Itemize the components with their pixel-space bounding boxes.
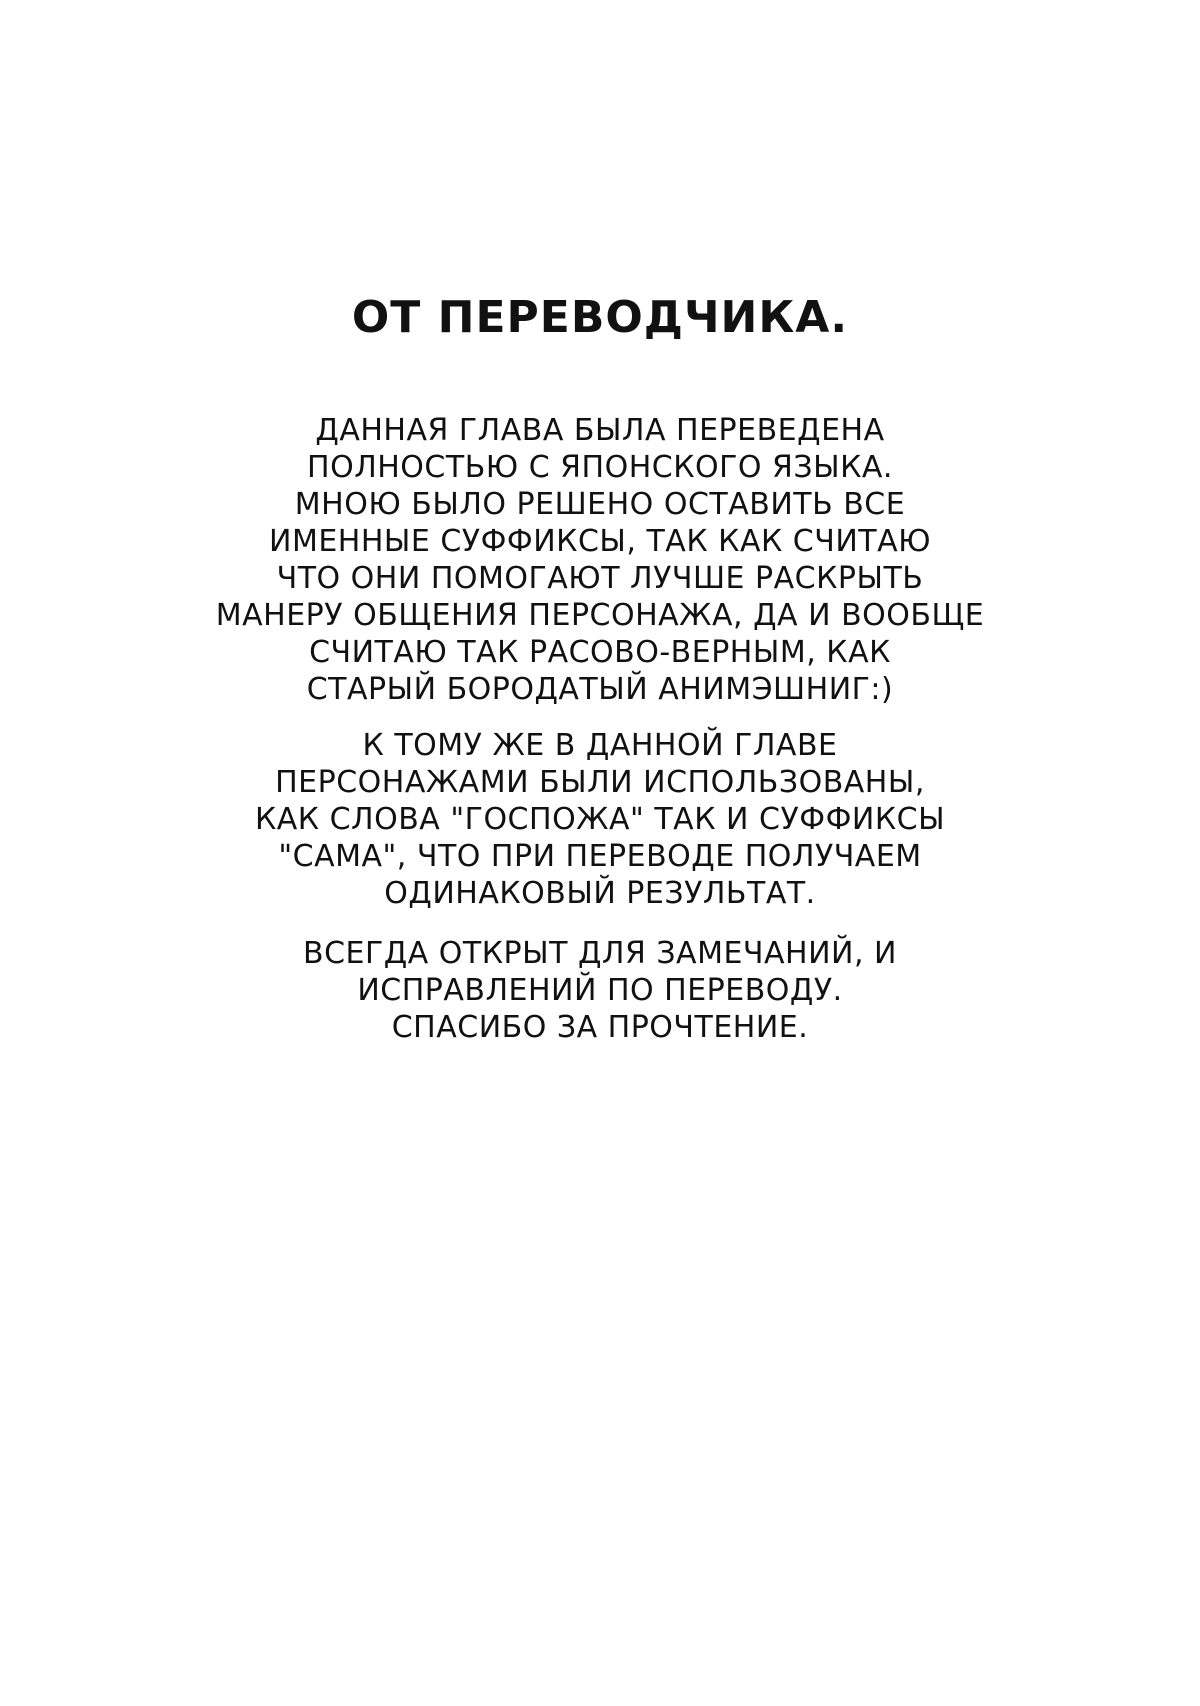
text-line: СПАСИБО ЗА ПРОЧТЕНИЕ. bbox=[391, 1010, 809, 1045]
text-line: ОДИНАКОВЫЙ РЕЗУЛЬТАТ. bbox=[384, 876, 816, 911]
paragraph-translation-note bbox=[0, 412, 1200, 708]
text-line: К ТОМУ ЖЕ В ДАННОЙ ГЛАВЕ bbox=[362, 728, 838, 763]
text-line: МАНЕРУ ОБЩЕНИЯ ПЕРСОНАЖА, ДА И ВООБЩЕ bbox=[215, 598, 985, 633]
text-line: ВСЕГДА ОТКРЫТ ДЛЯ ЗАМЕЧАНИЙ, И bbox=[303, 936, 897, 971]
text-line: ИМЕННЫЕ СУФФИКСЫ, ТАК КАК СЧИТАЮ bbox=[269, 524, 931, 559]
paragraph-closing-note bbox=[0, 935, 1200, 1046]
text-line: ПОЛНОСТЬЮ С ЯПОНСКОГО ЯЗЫКА. bbox=[307, 450, 893, 485]
text-line: ПЕРСОНАЖАМИ БЫЛИ ИСПОЛЬЗОВАНЫ, bbox=[275, 765, 925, 800]
text-line: ЧТО ОНИ ПОМОГАЮТ ЛУЧШЕ РАСКРЫТЬ bbox=[276, 561, 924, 596]
text-line: КАК СЛОВА "ГОСПОЖА" ТАК И СУФФИКСЫ bbox=[254, 802, 946, 837]
paragraph-honorifics-note bbox=[0, 727, 1200, 912]
text-line: "САМА", ЧТО ПРИ ПЕРЕВОДЕ ПОЛУЧАЕМ bbox=[278, 839, 922, 874]
text-line: ИСПРАВЛЕНИЙ ПО ПЕРЕВОДУ. bbox=[357, 973, 843, 1008]
text-line: МНОЮ БЫЛО РЕШЕНО ОСТАВИТЬ ВСЕ bbox=[294, 487, 906, 522]
text-line: ДАННАЯ ГЛАВА БЫЛА ПЕРЕВЕДЕНА bbox=[315, 413, 885, 448]
text-line: СЧИТАЮ ТАК РАСОВО-ВЕРНЫМ, КАК bbox=[309, 635, 891, 670]
text-line: СТАРЫЙ БОРОДАТЫЙ АНИМЭШНИГ:) bbox=[306, 672, 894, 707]
page-title: ОТ ПЕРЕВОДЧИКА. bbox=[351, 292, 849, 343]
